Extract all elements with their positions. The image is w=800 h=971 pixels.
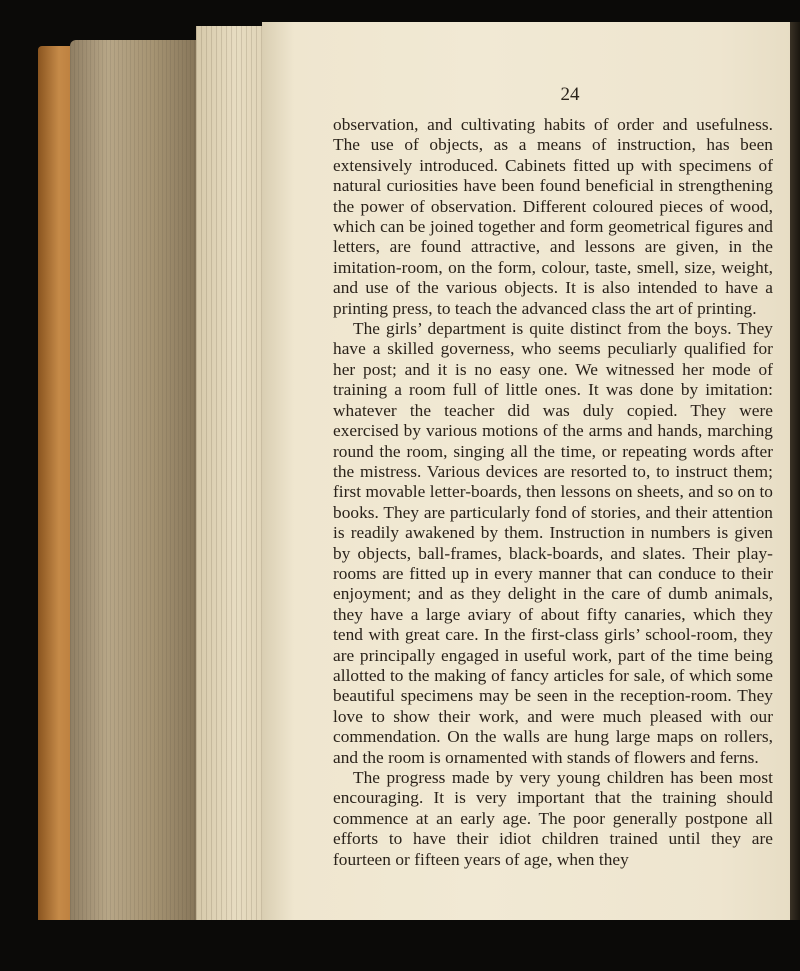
paragraph-2: The girls’ department is quite distinct from the boys. They have a skilled governess, who seems peculiarly qualified for her post; and it is no easy one. We witnessed her mode of training a room full of little ones. It was done by imitation: whatever the teacher did was duly copied. They were exercised by various motions of the arms and hands, marching round the room, singing all the time, or repeating words after the mistress. Various devices are resorted to, to instruct them; first movable letter-boards, then lessons on sheets, and so on to books. They are particularly fond of stories, and their attention is readily awakened by them. Instruction in numbers is given by objects, ball-frames, black-boards, and slates. Their play-rooms are fitted up in every manner that can conduce to their enjoyment; and as they delight in the care of dumb animals, they have a large aviary of about fifty canaries, which they tend with great care. In the first-class girls’ school-room, they are principally engaged in useful work, part of the time being allotted to the making of fancy articles for sale, of which some beautiful specimens may be seen in the reception-room. They love to show their work, and were much pleased with our commendation. On the walls are hung large maps on rollers, and the room is ornamented with stands of flowers and ferns. [333, 319, 773, 767]
page-gutter-shadow [790, 22, 800, 922]
page-body [333, 115, 773, 870]
page-number: 24 [560, 84, 580, 105]
paragraph-1: observation, and cultivating habits of order and usefulness. The use of objects, as a means of instruction, has been extensively introduced. Cabinets fitted up with specimens of natural curiosities have been found beneficial in strengthening the power of observation. Different coloured pieces of wood, which can be joined together and form geometrical figures and letters, are found attractive, and lessons are given, in the imitation-room, on the form, colour, taste, smell, size, weight, and use of the various objects. It is also intended to have a printing press, to teach the advanced class the art of printing. [333, 115, 773, 318]
paragraph-3: The progress made by very young children has been most encouraging. It is very important that the training should commence at an early age. The poor generally postpone all efforts to have their idiot children trained until they are fourteen or fifteen years of age, when they [333, 768, 773, 869]
bottom-shadow [0, 920, 800, 971]
